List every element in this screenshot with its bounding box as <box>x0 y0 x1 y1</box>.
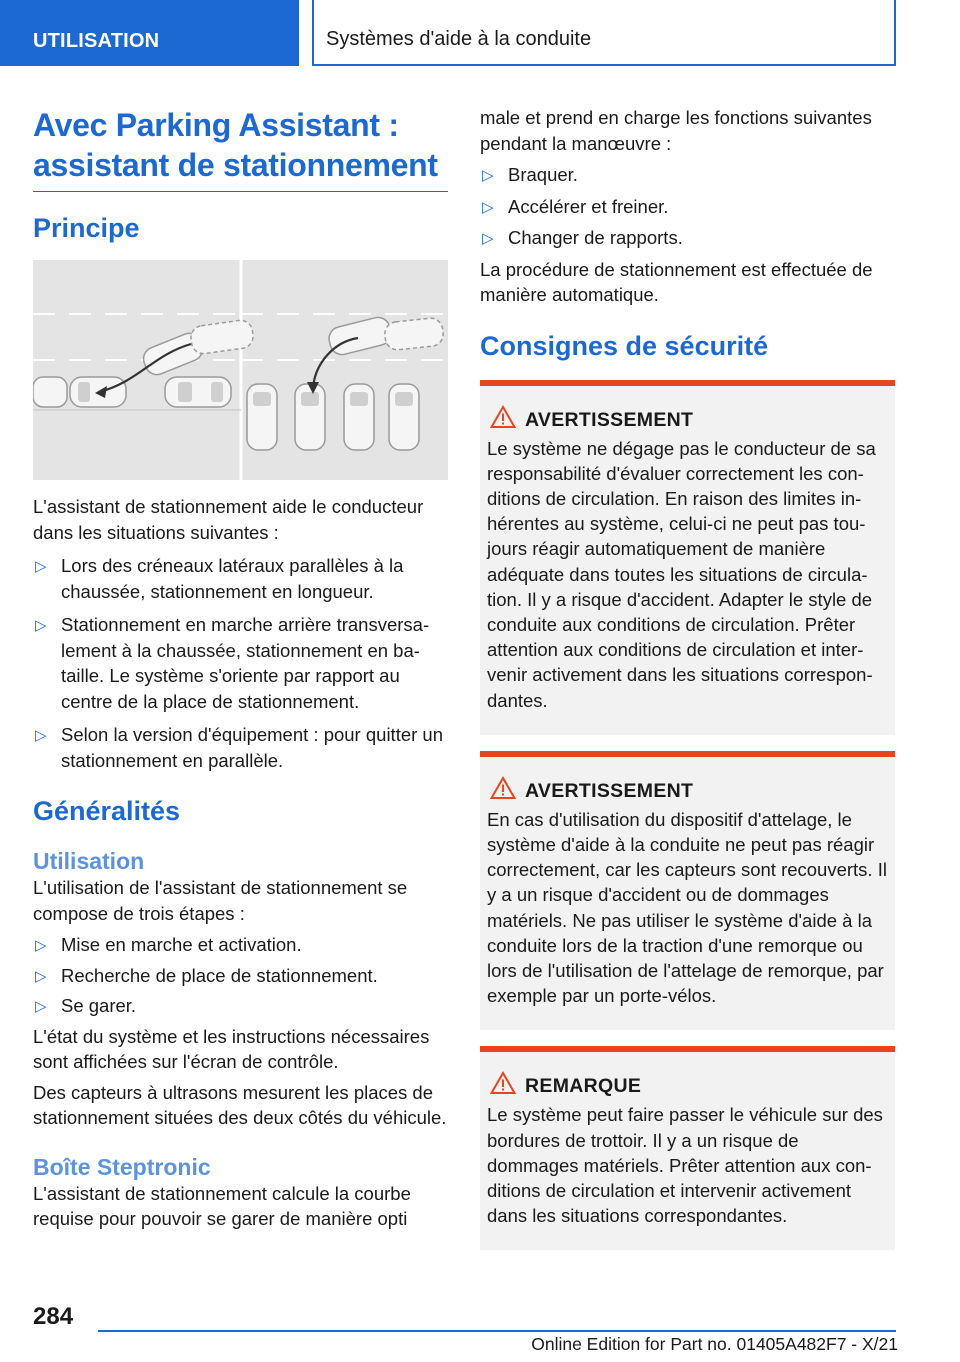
continued-para: male et prend en charge les fonctions suivantes pendant la manœuvre : <box>480 107 872 154</box>
utilisation-para-1: L'état du système et les instructions nécessaires sont affichées sur l'écran de contrôle. <box>33 1025 430 1072</box>
heading-steptronic: Boîte Steptronic <box>33 1153 211 1180</box>
notice-label: REMARQUE <box>487 1074 887 1098</box>
list-item: ▷ Selon la version d'équipement : pour quitter un stationnement en parallèle. <box>35 724 443 771</box>
footer-edition: Online Edition for Part no. 01405A482F7 - X/21 <box>531 1334 898 1354</box>
utilisation-intro: L'utilisation de l'assistant de stationnement se compose de trois étapes : <box>33 877 408 924</box>
chapter-title: Systèmes d'aide à la conduite <box>312 0 896 66</box>
list-item: ▷ Se garer. <box>33 993 448 1019</box>
footer-divider <box>98 1330 896 1332</box>
list-item: ▷ Mise en marche et activation. <box>33 932 448 958</box>
notice-box <box>480 1046 895 1250</box>
parking-diagram <box>33 260 448 480</box>
notice-text: Le système peut faire passer le véhicule sur des bordures de trottoir. Il y a un risque de dommages matériels. Prêter attention aux conditions de circulation et intervenir activement dans les situations correspondantes. <box>487 1104 883 1227</box>
warning-triangle-icon <box>490 1071 516 1095</box>
heading-consignes: Consignes de sécurité <box>480 330 769 361</box>
heading-utilisation: Utilisation <box>33 848 145 874</box>
heading-principe: Principe <box>33 213 140 243</box>
parking-illustration <box>33 260 448 480</box>
triangle-bullet-icon: ▷ <box>35 967 47 985</box>
principe-intro: L'assistant de stationnement aide le conducteur dans les situations suivantes : <box>33 496 424 543</box>
list-item: ▷ Stationnement en marche arrière transversalement à la chaussée, stationnement en bataille. Le système s'oriente par rapport au centre de la place de stationnement. <box>35 614 430 712</box>
triangle-bullet-icon: ▷ <box>35 617 47 634</box>
procedure-para: La procédure de stationnement est effectuée de manière automatique. <box>480 258 873 305</box>
triangle-bullet-icon: ▷ <box>482 167 494 184</box>
list-item: ▷ Lors des créneaux latéraux parallèles à la chaussée, stationnement en longueur. <box>35 555 404 602</box>
steptronic-para: L'assistant de stationnement calcule la courbe requise pour pouvoir se garer de manière opti <box>33 1182 411 1229</box>
warning-triangle-icon <box>490 776 516 800</box>
warning-label: AVERTISSEMENT <box>487 779 887 803</box>
warning-box <box>480 380 895 735</box>
right-column <box>480 105 895 1250</box>
left-column <box>33 105 448 1232</box>
triangle-bullet-icon: ▷ <box>35 727 47 744</box>
triangle-bullet-icon: ▷ <box>35 937 47 954</box>
warning-triangle-icon <box>490 405 516 429</box>
heading-generalites: Généralités <box>33 796 181 826</box>
utilisation-para-2: Des capteurs à ultrasons mesurent les places de stationnement situées des deux côtés du véhicule. <box>33 1081 447 1128</box>
list-item: ▷ Braquer. <box>480 162 895 188</box>
list-item: ▷ Accélérer et freiner. <box>480 194 895 220</box>
triangle-bullet-icon: ▷ <box>35 558 47 575</box>
warning-box <box>480 751 895 1031</box>
page-number: 284 <box>33 1303 74 1330</box>
triangle-bullet-icon: ▷ <box>482 230 494 247</box>
section-tab: UTILISATION <box>0 0 299 66</box>
triangle-bullet-icon: ▷ <box>482 198 494 216</box>
page-title: Avec Parking Assistant : assistant de stationnement <box>33 105 448 192</box>
list-item: ▷ Recherche de place de stationnement. <box>33 963 448 989</box>
list-item: ▷ Changer de rapports. <box>480 225 895 251</box>
warning-text: En cas d'utilisation du dispositif d'attelage, le système d'aide à la conduite ne peut pas réagir correctement, car les capteurs sont recouverts. Il y a un risque d'accident ou de dommages matériels. Ne pas utiliser le système d'aide à la conduite lors de la traction d'une remorque ou lors de l'utilisation de l'attelage de remorque, par exemple par un porte-vélos. <box>487 808 887 1007</box>
triangle-bullet-icon: ▷ <box>35 998 47 1015</box>
warning-text: Le système ne dégage pas le conducteur de sa responsabilité d'évaluer correctement les conditions de circulation. En raison des limites inhérentes au système, celui-ci ne peut pas toujours réagir automatiquement de manière adéquate dans toutes les situations de circulation. Il y a risque d'accident. Adapter le style de conduite aux conditions de circulation. Prêter attention aux conditions de circulation et intervenir activement dans les situations correspondantes. <box>487 437 876 711</box>
warning-label: AVERTISSEMENT <box>487 408 887 432</box>
